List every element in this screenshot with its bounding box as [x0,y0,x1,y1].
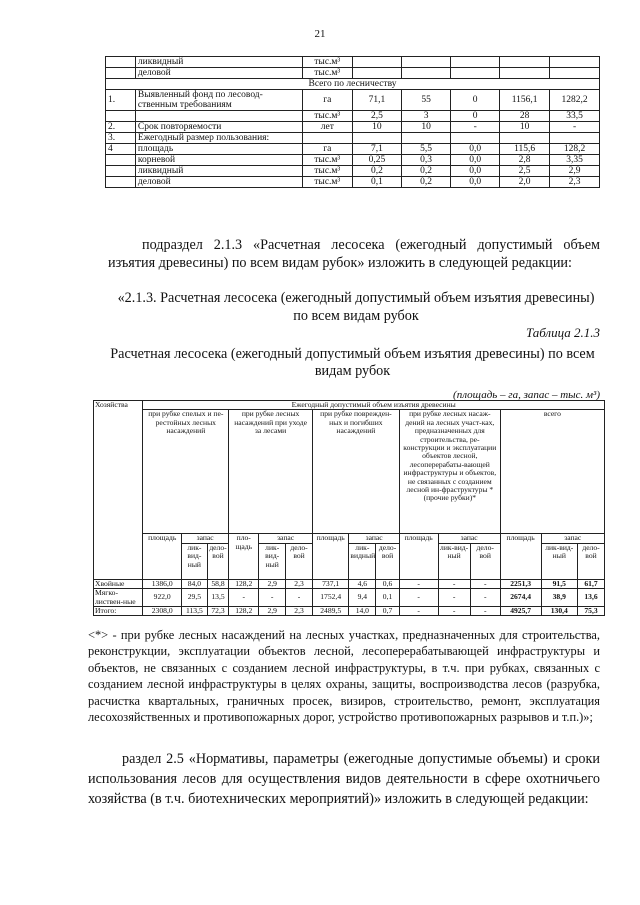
cell-value: 0,25 [352,155,401,166]
cell-value: 13,6 [578,589,605,607]
subheader-stock: запас [182,534,229,543]
cell-value: - [399,607,438,616]
cell-value: 72,3 [207,607,228,616]
cell-num: 4 [106,144,136,155]
cell-value [451,57,500,68]
cell-value: 91,5 [541,579,577,588]
cell-name [135,111,302,122]
cell-unit: га [302,90,352,111]
cell-value [500,57,550,68]
cell-value: 2308,0 [143,607,182,616]
cell-value: 2,5 [352,111,401,122]
col-header-farm: Хозяйства [94,401,143,580]
subheader-business: дело-вой [207,543,228,579]
cell-value: - [438,589,470,607]
cell-value [500,133,550,144]
row-name: Мягко-листвен-ные [94,589,143,607]
cell-unit: тыс.м³ [302,68,352,79]
cell-unit: тыс.м³ [302,57,352,68]
group-header-other: при рубке лесных насаж-дений на лесных участ-ках, предназначенных для строительства, ре-конструкции и эксплуатации объектов лесной, лесоперерабаты-вающей инфраструктуры и объектов, не связанных с созданием лесной ин-фраструктуры * (прочие рубки)* [399,410,500,534]
cell-value: - [438,607,470,616]
cell-value: 33,5 [550,111,600,122]
cell-value: 128,2 [229,579,259,588]
subheader-area: площадь [399,534,438,579]
cell-value: 4,6 [349,579,376,588]
table-row [106,68,600,79]
cell-value: 0,0 [451,155,500,166]
cell-value: 128,2 [229,607,259,616]
subheader-business: дело-вой [470,543,500,579]
cell-value: 3 [402,111,451,122]
subheader-liquid: лик-вид-ный [438,543,470,579]
cell-name: деловой [135,177,302,188]
cell-value: 0,3 [402,155,451,166]
section-title: Всего по лесничеству [106,79,600,90]
cell-value [550,133,600,144]
cell-value: 10 [402,122,451,133]
cell-value: 0 [451,90,500,111]
group-header-damaged: при рубке поврежден-ных и погибших насаждений [312,410,399,534]
cell-value: 2,8 [500,155,550,166]
group-header-total: всего [500,410,604,534]
cell-value: 113,5 [182,607,208,616]
cell-value: 2,5 [500,166,550,177]
subheader-liquid: лик-вид-ный [259,543,286,579]
paragraph-section-2-5: раздел 2.5 «Нормативы, параметры (ежегодные допустимые объемы) и сроки использования лесов для осуществления видов деятельности в сфере охотничьего хозяйства (в т.ч. биотехнических мероприятий)» изложить в следующей редакции: [88,751,600,807]
cell-num: 3. [106,133,136,144]
cell-value: 0,0 [451,166,500,177]
cell-value: 5,5 [402,144,451,155]
cell-value: 0,0 [451,177,500,188]
cell-value [451,68,500,79]
cell-num [106,155,136,166]
cell-value: - [399,579,438,588]
cell-name: площадь [135,144,302,155]
cell-value: 1282,2 [550,90,600,111]
allowable-cut-table [93,400,605,616]
subheader-area: пло-щадь [229,534,259,579]
cell-value [402,57,451,68]
subheader-liquid: лик-вид-ный [541,543,577,579]
cell-num: 2. [106,122,136,133]
cell-value: 1752,4 [312,589,348,607]
cell-value: 75,3 [578,607,605,616]
cell-value: 2,9 [259,607,286,616]
cell-value: 2,3 [286,579,313,588]
table-row [106,177,600,188]
cell-value: - [399,589,438,607]
cell-value: 115,6 [500,144,550,155]
footnote: <*> - при рубке лесных насаждений на лесных участках, предназначенных для строительства, реконструкции, эксплуатации объектов лесной, лесоперерабатывающей инфраструктуры и объектов, не связанных с созданием лесной инфраструктуры, в т.ч. при рубках, связанных с созданием лесной инфраструктуры в целях охраны, защиты, воспроизводства лесов (разрубка, расчистка квартальных, граничных просек, визиров, строительство, ремонт, эксплуатация лесохозяйственных и противопожарных дорог, устройство противопожарных разрывов и т.п.)»; [88,628,600,725]
cell-value: 0,0 [451,144,500,155]
cell-value: 55 [402,90,451,111]
cell-unit: тыс.м³ [302,155,352,166]
col-header-total: Ежегодный допустимый объем изъятия древесины [143,401,605,410]
table-caption: Расчетная лесосека (ежегодный допустимый объем изъятия древесины) по всем видам рубок [110,346,595,379]
cell-name: корневой [135,155,302,166]
forest-fund-table [105,56,600,188]
row-name: Итого: [94,607,143,616]
cell-value [402,68,451,79]
group-header-mature: при рубке спелых и пе-рестойных лесных насаждений [143,410,229,534]
row-name: Хвойные [94,579,143,588]
cell-value: - [470,579,500,588]
cell-value: 2251,3 [500,579,541,588]
cell-unit: тыс.м³ [302,111,352,122]
table-row [106,90,600,111]
cell-value: - [286,589,313,607]
cell-value: - [451,122,500,133]
cell-value: 0,2 [402,166,451,177]
cell-value: 84,0 [182,579,208,588]
subheader-stock: запас [541,534,604,543]
cell-value: 2,0 [500,177,550,188]
cell-num [106,177,136,188]
subheader-stock: запас [349,534,399,543]
cell-value: 7,1 [352,144,401,155]
cell-num [106,111,136,122]
cell-value: 0,2 [402,177,451,188]
cell-unit: лет [302,122,352,133]
cell-value: 29,5 [182,589,208,607]
cell-value: 61,7 [578,579,605,588]
subheader-area: площадь [500,534,541,579]
cell-value: 58,8 [207,579,228,588]
subheader-business: дело-вой [578,543,605,579]
cell-value [352,133,401,144]
table-row [106,155,600,166]
cell-unit [302,133,352,144]
cell-name: Срок повторяемости [135,122,302,133]
cell-value: 9,4 [349,589,376,607]
cell-name: Ежегодный размер пользования: [135,133,302,144]
cell-value: 10 [352,122,401,133]
cell-value: 922,0 [143,589,182,607]
cell-unit: тыс.м³ [302,166,352,177]
subheader-business: дело-вой [286,543,313,579]
subheader-stock: запас [259,534,313,543]
cell-value [352,68,401,79]
subheader-area: площадь [143,534,182,579]
table-reference: Таблица 2.1.3 [525,325,600,340]
cell-value: 28 [500,111,550,122]
cell-value: 2,3 [550,177,600,188]
units-note: (площадь – га, запас – тыс. м³) [453,389,600,401]
table-row [106,57,600,68]
cell-unit: тыс.м³ [302,177,352,188]
cell-value: 2674,4 [500,589,541,607]
cell-name: ликвидный [135,57,302,68]
cell-value: 10 [500,122,550,133]
cell-value: 0,1 [352,177,401,188]
cell-value: 0 [451,111,500,122]
table-row [94,607,605,616]
section-row [106,79,600,90]
subheader-business: дело-вой [376,543,400,579]
cell-value: 13,5 [207,589,228,607]
table-row [106,166,600,177]
cell-value [451,133,500,144]
cell-value: 2,9 [550,166,600,177]
cell-value: 38,9 [541,589,577,607]
cell-num [106,57,136,68]
subheader-stock: запас [438,534,500,543]
cell-value: 0,6 [376,579,400,588]
cell-value [550,68,600,79]
cell-value [402,133,451,144]
cell-unit: га [302,144,352,155]
table-row [94,579,605,588]
cell-num: 1. [106,90,136,111]
cell-value: 1386,0 [143,579,182,588]
cell-value: 0,7 [376,607,400,616]
cell-value: - [438,579,470,588]
cell-value: 1156,1 [500,90,550,111]
subheader-area: площадь [312,534,348,579]
cell-value: - [259,589,286,607]
cell-num [106,166,136,177]
subheader-liquid: лик-вид-ный [182,543,208,579]
cell-value: 0,2 [352,166,401,177]
cell-value: 128,2 [550,144,600,155]
paragraph-subsection-intro: подраздел 2.1.3 «Расчетная лесосека (ежегодный допустимый объем изъятия древесины) по всем видам рубок» изложить в следующей редакции: [108,237,600,271]
paragraph-subsection-title: «2.1.3. Расчетная лесосека (ежегодный допустимый объем изъятия древесины) по всем видам рубок [117,290,595,324]
cell-name: Выявленный фонд по лесовод-ственным требованиям [135,90,302,111]
cell-value: 130,4 [541,607,577,616]
cell-value: 737,1 [312,579,348,588]
cell-value: 0,1 [376,589,400,607]
table-row [106,133,600,144]
cell-value: - [470,607,500,616]
cell-value: - [470,589,500,607]
table-row [106,122,600,133]
cell-value: 2489,5 [312,607,348,616]
group-header-care: при рубке лесных насаждений при уходе за лесами [229,410,313,534]
cell-value: 14,0 [349,607,376,616]
table-row [106,111,600,122]
subheader-liquid: лик-видный [349,543,376,579]
cell-num [106,68,136,79]
table-row [106,144,600,155]
cell-value: 2,9 [259,579,286,588]
cell-name: ликвидный [135,166,302,177]
page-number: 21 [314,28,326,40]
cell-value: - [229,589,259,607]
cell-value [550,57,600,68]
cell-value: 4925,7 [500,607,541,616]
cell-value: 2,3 [286,607,313,616]
cell-value: 3,35 [550,155,600,166]
cell-value: 71,1 [352,90,401,111]
cell-value [352,57,401,68]
cell-value: - [550,122,600,133]
cell-value [500,68,550,79]
table-row [94,589,605,607]
cell-name: деловой [135,68,302,79]
